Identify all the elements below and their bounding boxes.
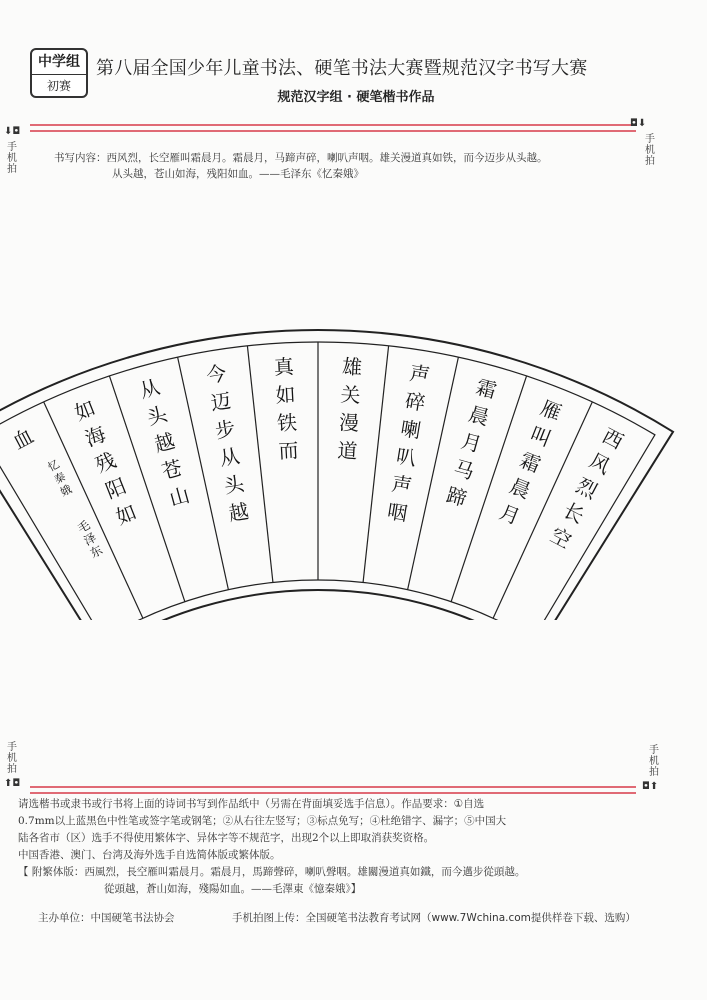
fan-seal-text: 秦 (52, 470, 68, 487)
phone-photo-label-top-left: 手机拍 (7, 142, 17, 175)
fan-character: 关 (339, 382, 362, 408)
fan-character: 山 (166, 482, 193, 511)
fan-character: 声 (408, 360, 432, 388)
phone-photo-label-top-right: 手机拍 (645, 134, 655, 167)
fan-character: 如 (71, 395, 99, 426)
fan-character: 如 (274, 382, 297, 408)
fan-character: 真 (273, 354, 295, 380)
writing-content-line-1: 西风烈，长空雁叫霜晨月。霜晨月，马蹄声碎，喇叭声咽。雄关漫道真如铁，而今迈步从头越。 (106, 152, 548, 164)
instructions-line-1: 请选楷书或隶书或行书将上面的诗词书写到作品纸中（另需在背面填妥选手信息）。作品要求：①自选 (18, 798, 485, 810)
fan-character: 霜 (473, 374, 500, 403)
fan-character: 长 (559, 497, 589, 529)
fan-character: 叭 (394, 443, 419, 471)
fan-character: 声 (390, 471, 414, 499)
phone-photo-label-bottom-right: 手机拍 (649, 745, 659, 778)
fan-character: 血 (8, 423, 38, 455)
up-arrow-icon: ⬆ (4, 778, 13, 789)
fan-column-divider (363, 346, 389, 583)
top-rule-1 (30, 124, 636, 126)
fan-seal-text: 娥 (58, 482, 75, 500)
fan-inscription: 泽 (81, 530, 99, 549)
writing-content-line-2: 从头越，苍山如海，残阳如血。——毛泽东《忆秦娥》 (112, 168, 364, 180)
fan-artwork (0, 300, 707, 620)
fan-character: 咽 (385, 498, 410, 526)
page-title: 第八届全国少年儿童书法、硬笔书法大赛暨规范汉字书写大赛 (96, 58, 588, 79)
fan-character: 步 (213, 416, 237, 443)
fan-character: 残 (91, 447, 120, 478)
bottom-rule-2 (30, 792, 636, 794)
fan-character: 晨 (466, 401, 492, 430)
writing-content (54, 150, 664, 182)
instructions-line-5: 【 附繁体版：西風烈，長空雁叫霜晨月。霜晨月，馬蹄聲碎，喇叭聲咽。雄關漫道真如鐵，而今邁步從頭越。 (18, 866, 526, 878)
instructions-line-2: 0.7mm以上蓝黑色中性笔或签字笔或钢笔；②从右往左竖写；③标点免写；④杜绝错字、漏字；⑤中国大 (18, 815, 507, 827)
page-subtitle: 规范汉字组 · 硬笔楷书作品 (277, 90, 435, 105)
fan-character: 而 (277, 438, 300, 464)
round-badge-label: 初赛 (46, 79, 71, 93)
group-badge-label: 中学组 (32, 50, 86, 75)
fan-character: 月 (458, 428, 485, 457)
fan-character: 越 (226, 498, 251, 526)
camera-marker-top-right (630, 118, 646, 129)
upload-info-text: 手机拍图上传：全国硬笔书法教育考试网（www.7Wchina.com提供样卷下载、选购） (232, 912, 636, 924)
fan-character: 霜 (516, 447, 545, 478)
camera-icon: ◘ (642, 781, 650, 792)
fan-character: 喇 (399, 416, 423, 443)
fan-character: 烈 (572, 473, 602, 504)
instructions-line-3: 陆各省市（区）选手不得使用繁体字、异体字等不规范字，出现2个以上即取消获奖资格。 (18, 832, 435, 844)
fan-character: 头 (222, 471, 246, 499)
camera-marker-top-left (4, 126, 20, 137)
down-arrow-icon: ⬇ (4, 126, 13, 137)
fan-character: 空 (546, 522, 576, 554)
bottom-rule-1 (30, 786, 636, 788)
fan-inscription: 毛 (75, 517, 93, 536)
camera-icon: ◘ (12, 778, 21, 789)
fan-character: 西 (598, 423, 628, 455)
instructions-line-6: 從頭越，蒼山如海，殘陽如血。——毛澤東《憶秦娥》】 (104, 883, 362, 895)
organizer-text: 主办单位：中国硬笔书法协会 (38, 912, 175, 924)
camera-icon: ◘ (630, 118, 638, 129)
fan-character: 蹄 (443, 482, 470, 511)
fan-character: 月 (496, 499, 524, 530)
fan-character: 铁 (276, 410, 298, 436)
fan-character: 从 (217, 443, 242, 471)
fan-character: 头 (144, 401, 170, 430)
fan-seal-text: 忆 (45, 457, 62, 475)
fan-character: 从 (136, 374, 163, 403)
fan-character: 今 (204, 360, 228, 388)
fan-character: 阳 (102, 473, 130, 504)
fan-character: 碎 (403, 388, 428, 416)
fan-character: 漫 (338, 410, 360, 436)
instructions (18, 796, 688, 898)
fan-character: 迈 (208, 388, 233, 416)
writing-content-label: 书写内容： (54, 152, 107, 164)
fan-character: 叫 (526, 421, 555, 452)
fan-inscription: 东 (87, 542, 105, 561)
fan-character: 海 (81, 421, 110, 452)
camera-icon: ◘ (12, 126, 21, 137)
fan-character: 雄 (341, 354, 363, 380)
camera-marker-bottom-left (4, 778, 20, 789)
phone-photo-label-bottom-left: 手机拍 (7, 742, 17, 775)
up-arrow-icon: ⬆ (649, 781, 659, 792)
top-rule-2 (30, 130, 636, 132)
fan-column-divider (247, 346, 273, 583)
camera-marker-bottom-right (642, 781, 658, 792)
fan-character: 晨 (506, 473, 534, 504)
fan-character: 马 (451, 455, 477, 484)
fan-character: 如 (112, 499, 140, 530)
fan-character: 风 (585, 448, 615, 479)
down-arrow-icon: ⬇ (637, 118, 647, 129)
instructions-line-4: 中国香港、澳门、台湾及海外选手自选简体版或繁体版。 (18, 849, 281, 861)
fan-character: 越 (151, 428, 178, 457)
fan-character: 雁 (537, 395, 565, 426)
group-badge (30, 48, 88, 98)
fan-character: 苍 (159, 455, 185, 484)
fan-character: 道 (336, 438, 359, 464)
